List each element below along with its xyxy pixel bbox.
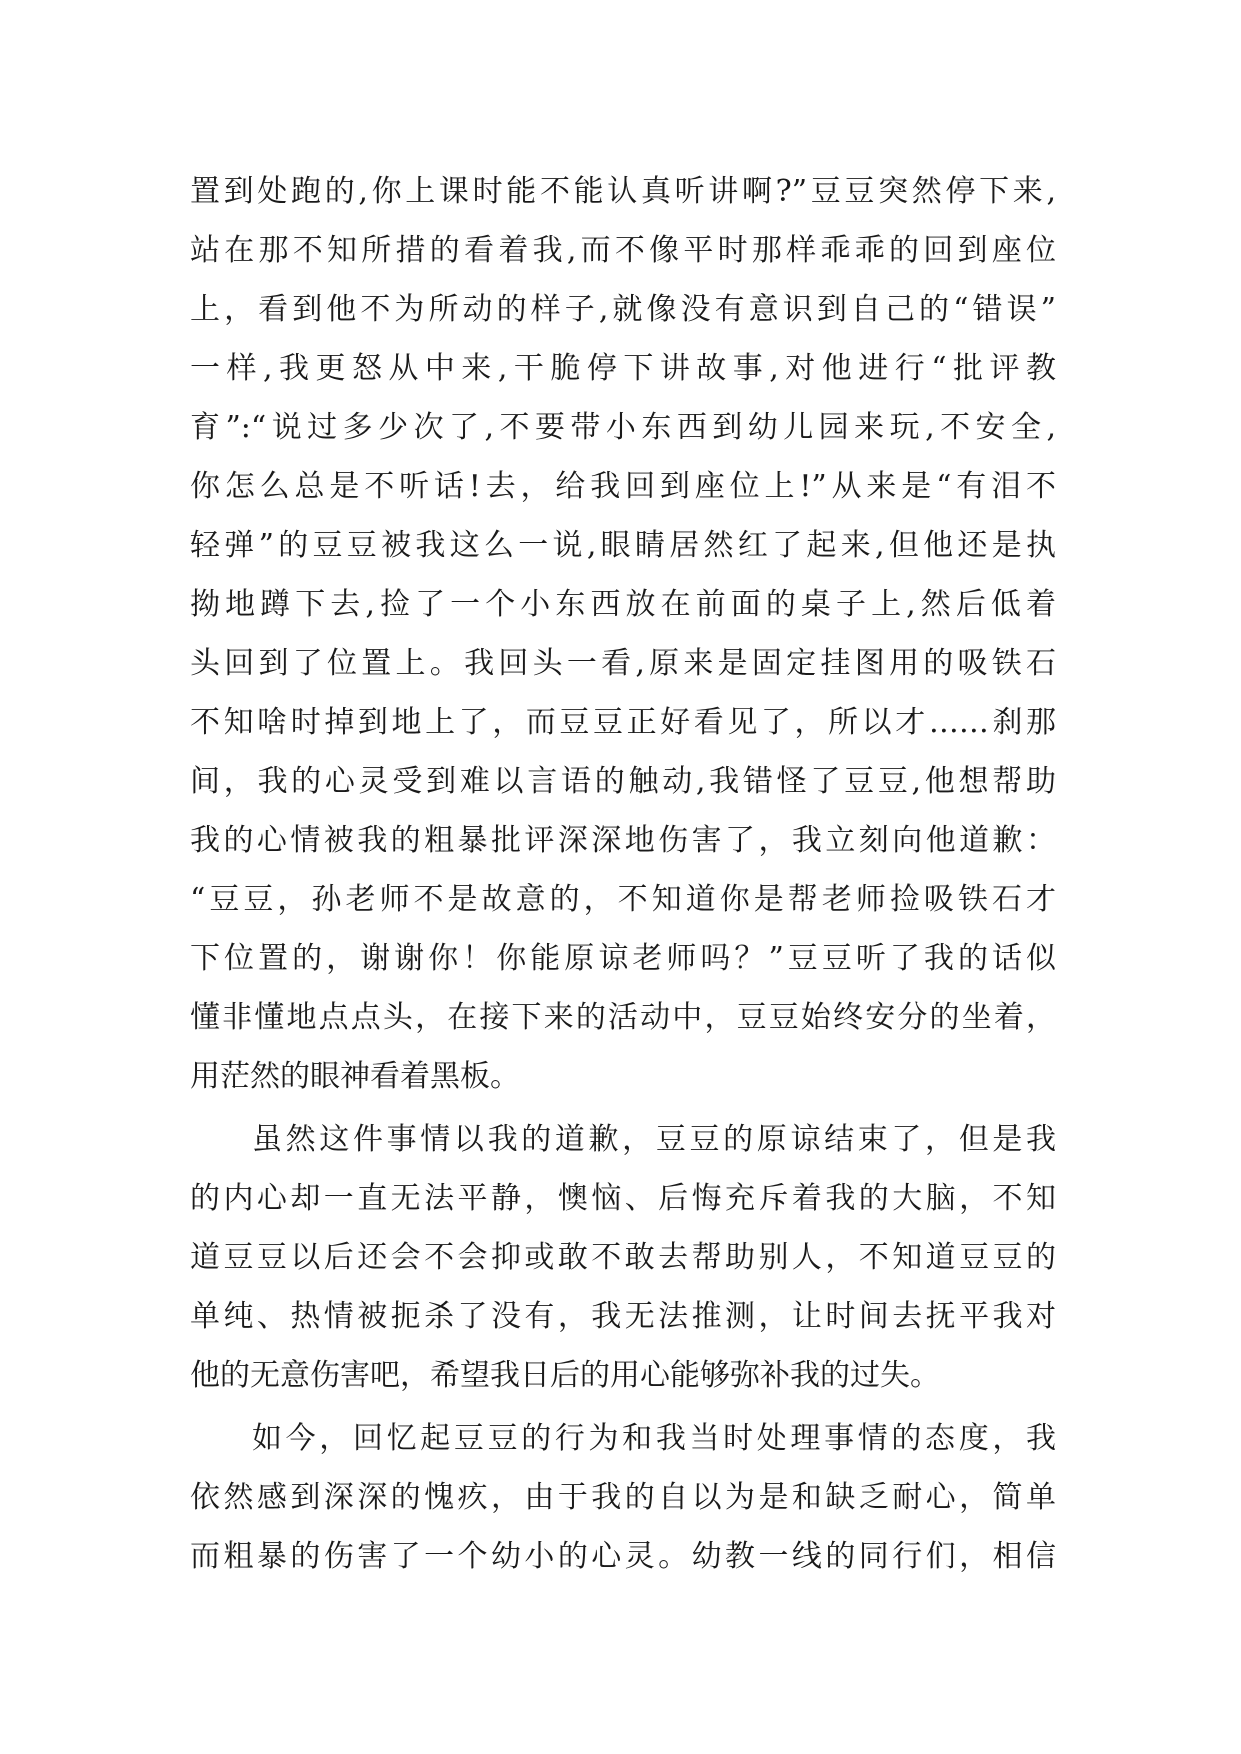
text-line: 虽然这件事情以我的道歉，豆豆的原谅结束了，但是我 xyxy=(252,1122,1056,1157)
text-line: 不知啥时掉到地上了，而豆豆正好看见了，所以才……刹那 xyxy=(190,705,1056,740)
text-line: 育”:“说过多少次了,不要带小东西到幼儿园来玩,不安全, xyxy=(190,410,1056,445)
text-line: 我的心情被我的粗暴批评深深地伤害了，我立刻向他道歉： xyxy=(190,823,1056,858)
text-line: 站在那不知所措的看着我,而不像平时那样乖乖的回到座位 xyxy=(190,233,1056,268)
text-line: 置到处跑的,你上课时能不能认真听讲啊?”豆豆突然停下来, xyxy=(190,174,1056,209)
text-line: 懂非懂地点点头，在接下来的活动中，豆豆始终安分的坐着， xyxy=(190,1000,1056,1035)
text-line: “豆豆，孙老师不是故意的，不知道你是帮老师捡吸铁石才 xyxy=(190,882,1056,917)
text-line: 你怎么总是不听话!去，给我回到座位上!”从来是“有泪不 xyxy=(190,469,1056,504)
text-line: 如今，回忆起豆豆的行为和我当时处理事情的态度，我 xyxy=(252,1421,1056,1456)
text-line: 单纯、热情被扼杀了没有，我无法推测，让时间去抚平我对 xyxy=(190,1299,1056,1334)
text-line: 头回到了位置上。我回头一看,原来是固定挂图用的吸铁石 xyxy=(190,646,1056,681)
text-line: 而粗暴的伤害了一个幼小的心灵。幼教一线的同行们，相信 xyxy=(190,1539,1056,1574)
body-text xyxy=(190,162,1056,1586)
text-line: 下位置的，谢谢你！你能原谅老师吗？”豆豆听了我的话似 xyxy=(190,941,1056,976)
text-line: 轻弹”的豆豆被我这么一说,眼睛居然红了起来,但他还是执 xyxy=(190,528,1056,563)
text-line: 的内心却一直无法平静，懊恼、后悔充斥着我的大脑，不知 xyxy=(190,1181,1056,1216)
text-line: 拗地蹲下去,捡了一个小东西放在前面的桌子上,然后低着 xyxy=(190,587,1056,622)
text-line: 上，看到他不为所动的样子,就像没有意识到自己的“错误” xyxy=(190,292,1056,327)
text-line: 用茫然的眼神看着黑板。 xyxy=(190,1059,520,1094)
text-line: 间，我的心灵受到难以言语的触动,我错怪了豆豆,他想帮助 xyxy=(190,764,1056,799)
text-line: 依然感到深深的愧疚，由于我的自以为是和缺乏耐心，简单 xyxy=(190,1480,1056,1515)
text-line: 他的无意伤害吧，希望我日后的用心能够弥补我的过失。 xyxy=(190,1358,940,1393)
text-line: 道豆豆以后还会不会抑或敢不敢去帮助别人，不知道豆豆的 xyxy=(190,1240,1056,1275)
text-line: 一样,我更怒从中来,干脆停下讲故事,对他进行“批评教 xyxy=(190,351,1056,386)
